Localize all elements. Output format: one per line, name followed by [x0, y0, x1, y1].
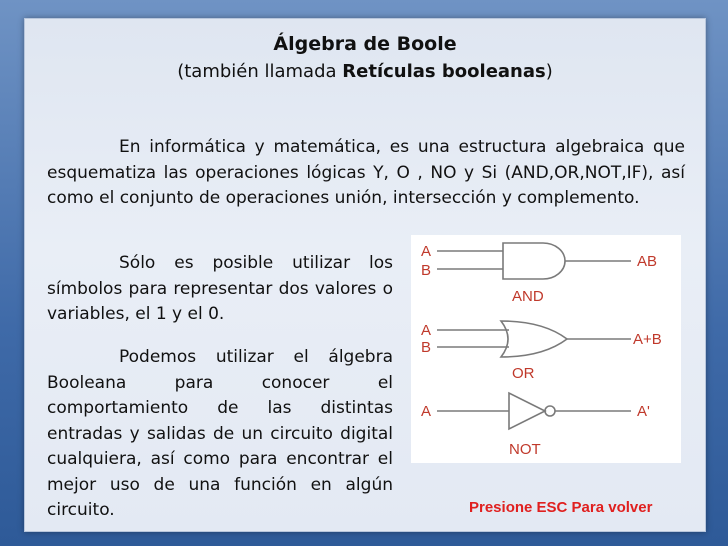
or-gate-shape — [501, 321, 567, 357]
and-output-label: AB — [637, 253, 658, 270]
slide-subtitle — [25, 61, 705, 82]
and-input-b-label: B — [421, 262, 432, 279]
or-gate-label: OR — [512, 365, 535, 382]
slide — [24, 18, 706, 532]
subtitle-bold: Retículas booleanas — [342, 61, 546, 82]
subtitle-prefix: (también llamada — [177, 61, 343, 82]
or-output-label: A+B — [633, 331, 662, 348]
and-input-a-label: A — [421, 243, 432, 260]
paragraph-definition: En informática y matemática, es una estructura algebraica que esquematiza las operaciones lógicas Y, O , NO y Si (AND,OR,NOT,IF), así como el conjunto de operaciones unión, intersección y complemento. — [47, 137, 685, 208]
not-output-label: A' — [637, 403, 650, 420]
not-gate-label: NOT — [509, 441, 541, 458]
and-gate-shape — [503, 243, 565, 279]
logic-gates-svg — [411, 235, 681, 463]
slide-title: Álgebra de Boole — [273, 33, 457, 55]
and-gate-label: AND — [512, 288, 544, 305]
paragraph-values: Sólo es posible utilizar los símbolos para representar dos valores o variables, el 1 y el 0. — [47, 253, 393, 324]
paragraph-usage: Podemos utilizar el álgebra Booleana para conocer el comportamiento de las distintas entradas y salidas de un circuito digital cualquiera, así como para encontrar el mejor uso de una función en algún circuito. — [47, 347, 393, 520]
or-input-b-label: B — [421, 339, 432, 356]
subtitle-suffix: ) — [545, 61, 553, 82]
or-input-a-label: A — [421, 322, 432, 339]
escape-return-link[interactable]: Presione ESC Para volver — [469, 499, 653, 516]
not-gate-shape — [509, 393, 545, 429]
logic-gates-diagram — [411, 235, 681, 463]
not-input-label: A — [421, 403, 432, 420]
